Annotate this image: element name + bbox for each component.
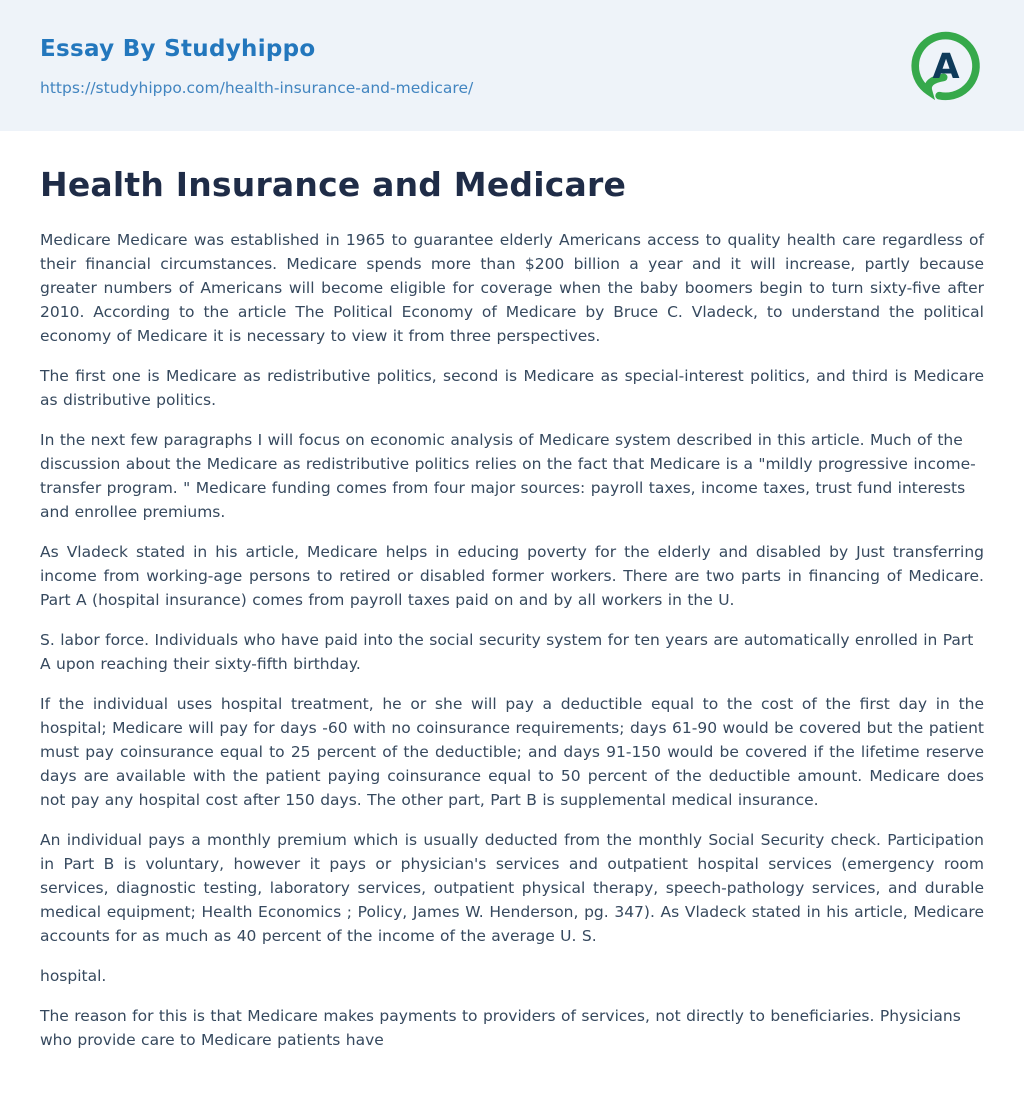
article-paragraph: The reason for this is that Medicare makes payments to providers of services, not directly to beneficiaries. Physicians who provide care to Medicare patients have: [40, 1007, 961, 1049]
article-paragraph: S. labor force. Individuals who have paid into the social security system for ten years are automatically enrolled in Part A upon reaching their sixty-fifth birthday.: [40, 631, 974, 673]
logo-letter: A: [932, 47, 960, 88]
article-paragraph: An individual pays a monthly premium which is usually deducted from the monthly Social Security check. Participation in Part B is voluntary, however it pays or physician's services and outpatient hospital services (emergency room services, diagnostic testing, laboratory services, outpatient physical therapy, speech-pathology services, and durable medical equipment; Health Economics ; Policy, James W. Henderson, pg. 347). As Vladeck stated in his article, Medicare accounts for as much as 40 percent of the income of the average U. S.: [40, 831, 984, 945]
article-content: [0, 131, 1024, 1052]
studyhippo-logo-icon: [908, 28, 984, 104]
article-paragraph: hospital.: [40, 967, 107, 985]
header-text-block: [40, 30, 473, 97]
article-paragraph: As Vladeck stated in his article, Medicare helps in educing poverty for the elderly and disabled by Just transferring income from working-age persons to retired or disabled former workers. There are two parts in financing of Medicare. Part A (hospital insurance) comes from payroll taxes paid on and by all workers in the U.: [40, 543, 984, 609]
site-title: Essay By Studyhippo: [40, 36, 316, 62]
page-header: [0, 0, 1024, 131]
article-paragraph: Medicare Medicare was established in 1965 to guarantee elderly Americans access to quality health care regardless of their financial circumstances. Medicare spends more than $200 billion a year and it will increase, partly because greater numbers of Americans will become eligible for coverage when the baby boomers begin to turn sixty-five after 2010. According to the article The Political Economy of Medicare by Bruce C. Vladeck, to understand the political economy of Medicare it is necessary to view it from three perspectives.: [40, 231, 984, 345]
logo-a-icon: [908, 28, 984, 104]
page-title: Health Insurance and Medicare: [40, 165, 627, 204]
article-paragraph: In the next few paragraphs I will focus on economic analysis of Medicare system described in this article. Much of the discussion about the Medicare as redistributive politics relies on the fact that Medicare is a "mildly progressive income-transfer program. " Medicare funding comes from four major sources: payroll taxes, income taxes, trust fund interests and enrollee premiums.: [40, 431, 976, 521]
page-url-link[interactable]: https://studyhippo.com/health-insurance-and-medicare/: [40, 79, 474, 97]
article-paragraph: The first one is Medicare as redistributive politics, second is Medicare as special-interest politics, and third is Medicare as distributive politics.: [40, 367, 984, 409]
article-paragraph: If the individual uses hospital treatment, he or she will pay a deductible equal to the cost of the first day in the hospital; Medicare will pay for days -60 with no coinsurance requirements; days 61-90 would be covered but the patient must pay coinsurance equal to 25 percent of the deductible; and days 91-150 would be covered if the lifetime reserve days are available with the patient paying coinsurance equal to 50 percent of the deductible amount. Medicare does not pay any hospital cost after 150 days. The other part, Part B is supplemental medical insurance.: [40, 695, 984, 809]
